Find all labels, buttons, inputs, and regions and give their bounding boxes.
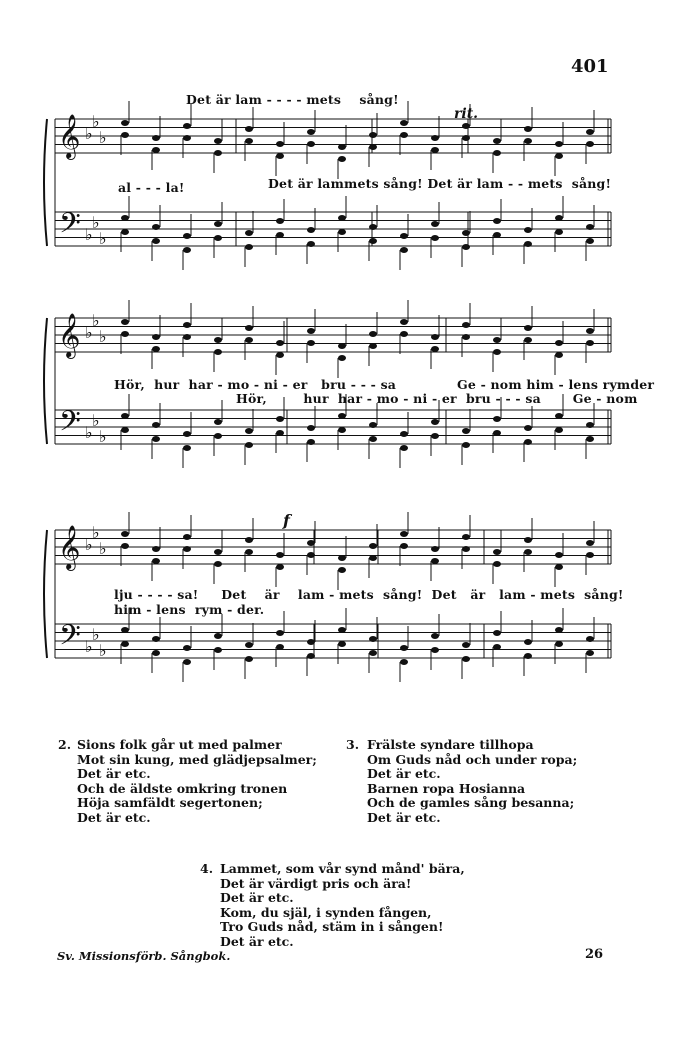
note-head [214,138,222,144]
verse-line: Frälste syndare tillhopa [367,737,534,752]
flat-icon: ♭ [99,641,107,660]
note-head [493,150,501,156]
note-head [152,436,160,442]
note-head [524,227,532,233]
note-head [586,650,594,656]
flat-icon: ♭ [92,625,100,644]
note-head [555,215,563,221]
verse-3 [346,738,577,826]
note-head [338,413,346,419]
note-head [555,141,563,147]
note-head [369,238,377,244]
note-head [183,659,191,665]
note-head [307,439,315,445]
flat-icon: ♭ [99,427,107,446]
note-head [276,644,284,650]
note-head [276,564,284,570]
note-head [555,641,563,647]
note-head [276,352,284,358]
verse-number: 4. [200,861,214,876]
note-head [152,650,160,656]
verse-line: Det är etc. [220,933,294,949]
note-head [524,325,532,331]
note-head [152,546,160,552]
verse-line: Det är etc. [77,809,151,825]
note-head [214,235,222,241]
note-head [276,340,284,346]
flat-icon: ♭ [85,323,93,342]
note-head [431,546,439,552]
note-head [462,123,470,129]
note-head [245,325,253,331]
note-head [152,147,160,153]
verse-line: Det är etc. [220,890,294,906]
note-head [276,430,284,436]
note-head [493,218,501,224]
note-head [524,241,532,247]
note-head [369,650,377,656]
verse-line: Sions folk går ut med palmer [77,737,282,752]
note-head [555,340,563,346]
note-head [152,636,160,642]
note-head [400,132,408,138]
note-head [586,540,594,546]
verse-number: 3. [346,737,360,752]
note-head [586,224,594,230]
note-head [493,630,501,636]
system2-lyric-2: Hör, hur har - mo - ni - er bru - - - sa Ge - nom [236,391,638,406]
note-head [462,656,470,662]
flat-icon: ♭ [92,311,100,330]
system2-lyric-1: Hör, hur har - mo - ni - er bru - - - sa [114,377,397,392]
verse-line: Höja samfäldt segertonen; [77,795,263,811]
note-head [307,129,315,135]
note-head [307,227,315,233]
note-head [338,156,346,162]
note-head [493,644,501,650]
note-head [524,537,532,543]
note-head [307,328,315,334]
note-head [400,120,408,126]
verse-line: Barnen ropa Hosianna [367,780,526,796]
treble-clef-icon: 𝄞 [58,313,81,357]
note-head [369,636,377,642]
bass-clef-icon: 𝄢 [59,207,81,247]
note-head [307,141,315,147]
note-head [462,244,470,250]
note-head [431,221,439,227]
verse-line: Tro Guds nåd, stäm in i sången! [220,919,444,935]
system2-lyric-1b: Ge - nom him - lens rymder [457,377,655,392]
note-head [462,230,470,236]
note-head [555,229,563,235]
note-head [555,352,563,358]
note-head [152,558,160,564]
note-head [214,150,222,156]
note-head [555,153,563,159]
note-head [245,537,253,543]
note-head [586,141,594,147]
note-head [338,555,346,561]
note-head [121,215,129,221]
note-head [493,549,501,555]
verse-line: Och de gamles sång besanna; [367,795,575,811]
note-head [121,413,129,419]
note-head [121,641,129,647]
verse-line: Mot sin kung, med glädjepsalmer; [77,751,317,767]
note-head [245,549,253,555]
verse-line: Det är etc. [367,766,441,782]
note-head [462,642,470,648]
note-head [400,431,408,437]
note-head [338,641,346,647]
note-head [369,436,377,442]
note-head [152,135,160,141]
note-head [121,331,129,337]
note-head [462,322,470,328]
note-head [214,419,222,425]
note-head [369,132,377,138]
flat-icon: ♭ [85,535,93,554]
note-head [524,549,532,555]
note-head [462,546,470,552]
treble-clef-icon: 𝄞 [58,114,81,158]
note-head [183,431,191,437]
note-head [524,639,532,645]
flat-icon: ♭ [99,229,107,248]
note-head [369,555,377,561]
note-head [493,337,501,343]
note-head [338,229,346,235]
note-head [431,433,439,439]
note-head [431,419,439,425]
note-head [183,135,191,141]
note-head [338,144,346,150]
system1-lower-lyric-2: Det är lammets sång! Det är lam - - mets sång! [268,176,612,191]
note-head [555,552,563,558]
note-head [183,322,191,328]
note-head [524,653,532,659]
note-head [586,328,594,334]
note-head [307,425,315,431]
note-head [276,416,284,422]
verse-line: Det är värdigt pris och ära! [220,875,412,891]
verse-line: Det är etc. [77,766,151,782]
note-head [245,138,253,144]
note-head [400,645,408,651]
page-number: 401 [571,56,609,77]
note-head [214,633,222,639]
flat-icon: ♭ [92,112,100,131]
verse-line: Kom, du själ, i synden fången, [220,904,432,920]
note-head [369,224,377,230]
system1-lower-lyric-1: al - - - la! [118,180,185,195]
note-head [524,439,532,445]
note-head [338,427,346,433]
note-head [245,126,253,132]
note-head [245,656,253,662]
note-head [493,349,501,355]
note-head [586,238,594,244]
note-head [338,355,346,361]
note-head [338,343,346,349]
note-head [462,428,470,434]
note-head [276,153,284,159]
note-head [586,552,594,558]
note-head [431,558,439,564]
note-head [524,126,532,132]
verse-line: Och de äldste omkring tronen [77,780,288,796]
note-head [400,331,408,337]
note-head [121,543,129,549]
note-head [400,543,408,549]
note-head [431,235,439,241]
note-head [524,138,532,144]
bass-clef-icon: 𝄢 [59,619,81,659]
note-head [276,218,284,224]
verse-line: Lammet, som vår synd månd' bära, [220,861,465,876]
note-head [493,232,501,238]
note-head [431,334,439,340]
note-head [214,561,222,567]
note-head [555,627,563,633]
system3-lyric-1: lju - - - - sa! Det är lam - mets sång! Det är lam - mets sång! [114,587,624,602]
note-head [183,247,191,253]
note-head [400,445,408,451]
note-head [400,659,408,665]
note-head [121,427,129,433]
note-head [245,230,253,236]
note-head [183,233,191,239]
note-head [183,546,191,552]
note-head [493,561,501,567]
note-head [152,238,160,244]
note-head [183,123,191,129]
source-footer: Sv. Missionsförb. Sångbok. [57,949,231,963]
note-head [369,331,377,337]
note-head [555,413,563,419]
flat-icon: ♭ [99,327,107,346]
note-head [152,224,160,230]
note-head [431,633,439,639]
flat-icon: ♭ [85,637,93,656]
note-head [586,129,594,135]
note-head [586,340,594,346]
note-head [524,337,532,343]
note-head [400,233,408,239]
note-head [121,531,129,537]
dynamic-forte: f [283,511,290,530]
note-head [152,422,160,428]
note-head [214,549,222,555]
note-head [214,349,222,355]
note-head [338,215,346,221]
note-head [369,144,377,150]
note-head [462,334,470,340]
note-head [307,340,315,346]
note-head [555,427,563,433]
flat-icon: ♭ [92,411,100,430]
note-head [431,147,439,153]
note-head [462,135,470,141]
note-head [307,241,315,247]
flat-icon: ♭ [92,213,100,232]
note-head [307,540,315,546]
note-head [183,334,191,340]
note-head [586,436,594,442]
flat-icon: ♭ [85,124,93,143]
note-head [245,244,253,250]
verse-number: 2. [58,737,72,752]
note-head [121,319,129,325]
note-head [431,346,439,352]
note-head [400,319,408,325]
tempo-marking: rit. [454,106,479,122]
note-head [183,445,191,451]
note-head [214,221,222,227]
note-head [183,534,191,540]
flat-icon: ♭ [99,539,107,558]
note-head [338,567,346,573]
note-head [245,337,253,343]
note-head [276,630,284,636]
note-head [276,141,284,147]
note-head [152,346,160,352]
system-brace [44,119,47,246]
note-head [121,627,129,633]
note-head [214,433,222,439]
note-head [307,653,315,659]
note-head [462,534,470,540]
note-head [338,627,346,633]
note-head [307,552,315,558]
note-head [276,552,284,558]
system1-top-lyric: Det är lam - - - - mets sång! [186,92,399,107]
note-head [214,647,222,653]
verse-4 [200,862,465,950]
verse-2 [58,738,317,826]
system-brace [44,318,47,444]
note-head [586,636,594,642]
note-head [493,430,501,436]
note-head [245,442,253,448]
note-head [555,564,563,570]
verse-line: Det är etc. [367,809,441,825]
note-head [245,428,253,434]
system-brace [44,530,47,658]
note-head [400,531,408,537]
note-head [369,543,377,549]
note-head [400,247,408,253]
note-head [586,422,594,428]
signature-number: 26 [585,947,604,962]
flat-icon: ♭ [85,423,93,442]
note-head [183,645,191,651]
note-head [121,132,129,138]
bass-clef-icon: 𝄢 [59,405,81,445]
note-head [245,642,253,648]
note-head [431,647,439,653]
note-head [462,442,470,448]
note-head [369,343,377,349]
note-head [431,135,439,141]
note-head [152,334,160,340]
note-head [276,232,284,238]
note-head [369,422,377,428]
note-head [121,229,129,235]
treble-clef-icon: 𝄞 [58,525,81,569]
note-head [307,639,315,645]
flat-icon: ♭ [85,225,93,244]
note-head [493,416,501,422]
verse-line: Om Guds nåd och under ropa; [367,751,578,767]
system3-lyric-2: him - lens rym - der. [114,602,265,617]
flat-icon: ♭ [99,128,107,147]
flat-icon: ♭ [92,523,100,542]
note-head [121,120,129,126]
note-head [214,337,222,343]
note-head [524,425,532,431]
note-head [493,138,501,144]
